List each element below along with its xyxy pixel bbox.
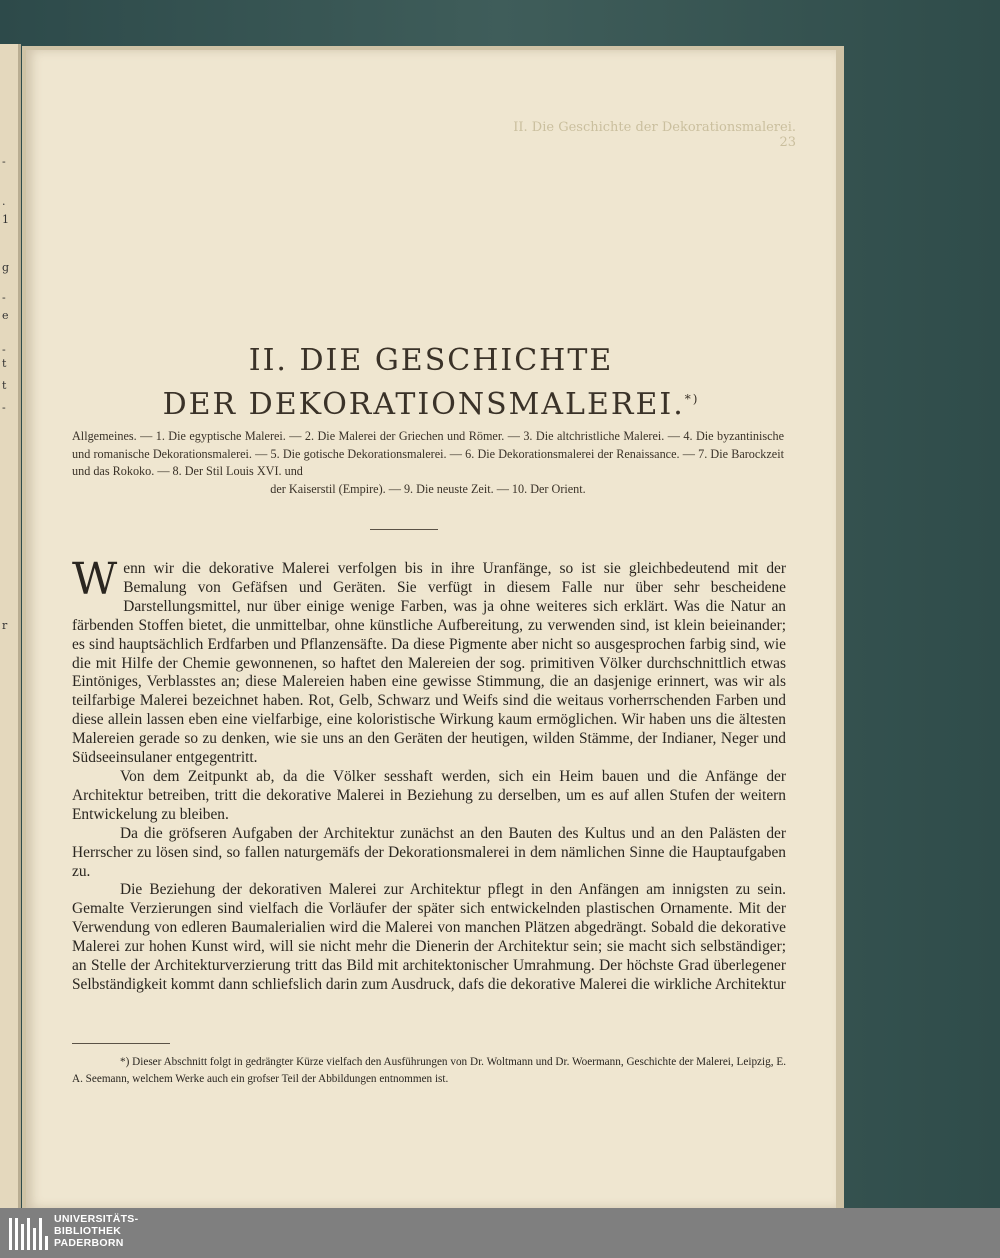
contents-text: Allgemeines. — 1. Die egyptische Malerei. — 2. Die Malerei der Griechen und Römer. — 3. Die altchristliche Malerei. — 4. Die byzantinische und romanische Dekorationsmalerei. — 5. Die gotische Dekorationsmalerei. — 6. Die Dekorationsmalerei der Renaissance. — 7. Die Barockzeit und das Rokoko. — 8. Der Stil Louis XVI. und: [72, 429, 784, 478]
library-name-line-3: PADERBORN: [54, 1237, 124, 1249]
left-mark: g: [2, 261, 10, 274]
left-mark: 1: [2, 213, 9, 226]
contents-last-line: der Kaiserstil (Empire). — 9. Die neuste Zeit. — 10. Der Orient.: [270, 481, 586, 496]
chapter-title-line-2: [26, 380, 836, 424]
paragraph-2: Von dem Zeitpunkt ab, da die Völker sesshaft werden, sich ein Heim bauen und die Anfänge der Architektur betreiben, tritt die dekorative Malerei in Beziehung zu derselben, um es auf allen Stufen der weitern Entwickelung zu bleiben.: [72, 767, 786, 823]
book-page: [26, 50, 836, 1208]
left-mark: -: [2, 291, 6, 304]
library-footer: [0, 1208, 1000, 1258]
footnote: *) Dieser Abschnitt folgt in gedrängter Kürze vielfach den Ausführungen von Dr. Woltmann und Dr. Woermann, Geschichte der Malerei, Leipzig, E. A. Seemann, welchem Werke auch ein grofser Teil der Abbildungen entnommen ist.: [72, 1056, 786, 1085]
chapter-contents: [72, 428, 784, 498]
chapter-title-line-1: II. DIE GESCHICHTE: [248, 343, 614, 378]
drop-cap: W: [72, 554, 118, 605]
left-mark: e: [2, 309, 9, 322]
library-logo-icon: [8, 1214, 50, 1254]
chapter-title: [26, 342, 836, 424]
library-name-line-1: UNIVERSITÄTS-: [54, 1213, 139, 1225]
paragraph-1-text: enn wir die dekorative Malerei verfolgen bis in ihre Uranfänge, so ist sie gleichbedeutend mit der Bemalung von Gefäfsen und Geräten. Sie verfügt in diesem Falle nur über sehr bescheidene Darstellungsmittel, nur über einige wenige Farben, was ja ohne weiteres sich erklärt. Was die Natur an färbenden Stoffen bietet, die unmittelbar, ohne künstliche Aufbereitung, zu verwenden sind, ist klein beieinander; es sind hauptsächlich Erdfarben und Pflanzensäfte. Da diese Pigmente aber nicht so ausgesprochen farbig sind, wie die mit Hilfe der Chemie gewonnenen, so haftet den Malereien der sog. primitiven Völker durchschnittlich etwas Eintöniges, Verblasstes an; diese Malereien haben eine gewisse Stimmung, die an dasjenige erinnert, was wir als teilfarbige Malerei bezeichnet haben. Rot, Gelb, Schwarz und Weifs sind die weitaus vorherrschenden Farben und diese allein lassen eben eine vielfarbige, eine koloristische Wirkung kaum ermöglichen. Wir haben uns die ältesten Malereien gerade so zu denken, wie sie uns an den Geräten der heutigen, wilden Stämme, der Indianer, Neger und Südseeinsulaner entgegentritt.: [72, 560, 786, 767]
left-mark: -: [2, 343, 6, 356]
footnote-divider: [72, 1043, 170, 1044]
paragraph-3: Da die gröfseren Aufgaben der Architektur zunächst an den Bauten des Kultus und an den Palästen der Herrscher zu lösen sind, so fallen naturgemäfs der Dekorationsmalerei in dem nämlichen Sinne die Hauptaufgaben zu.: [72, 824, 786, 880]
left-mark: -: [2, 401, 6, 414]
title-footnote-mark: *): [684, 392, 700, 406]
library-name: [54, 1213, 138, 1249]
paragraph-1: [72, 554, 786, 768]
paragraph-4: Die Beziehung der dekorativen Malerei zur Architektur pflegt in den Anfängen am innigsten zu sein. Gemalte Verzierungen sind vielfach die Vorläufer der später sich entwickelnden plastischen Ornamente. Mit der Verwendung von edleren Baumalerialien wird die Malerei von manchen Plätzen abgedrängt. Sobald die dekorative Malerei zur hohen Kunst wird, will sie nicht mehr die Dienerin der Architektur sein; sie macht sich selbständiger; an Stelle der Architekturverzierung tritt das Bild mit architektonischer Umrahmung. Der höchste Grad überlegener Selbständigkeit kommt dann schliefslich darin zum Ausdruck, dafs die dekorative Malerei die wirkliche Architektur: [72, 881, 786, 993]
library-name-line-2: BIBLIOTHEK: [54, 1225, 122, 1237]
left-mark: r: [2, 619, 8, 632]
section-divider: [370, 529, 438, 530]
running-head: II. Die Geschichte der Dekorationsmalerei. 23: [513, 120, 796, 150]
chapter-title-line-2-text: DER DEKORATIONSMALEREI.: [162, 387, 685, 422]
left-page-edge: [0, 44, 21, 1208]
left-mark: t: [2, 357, 7, 370]
left-mark: t: [2, 379, 7, 392]
left-mark: -: [2, 155, 6, 168]
left-mark: .: [2, 195, 6, 208]
body-text: [72, 554, 786, 995]
